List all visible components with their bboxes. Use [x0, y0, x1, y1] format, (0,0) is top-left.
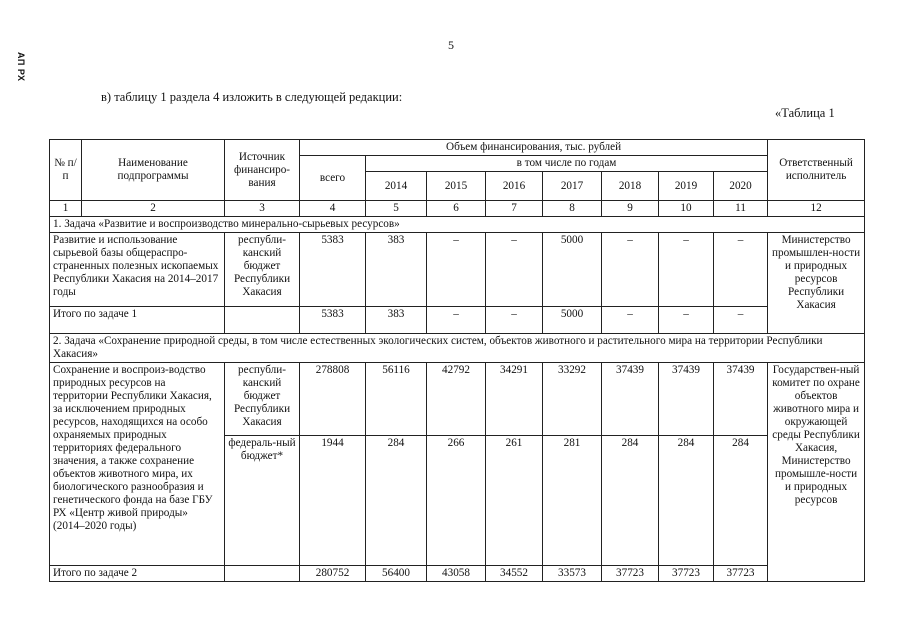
header-total: всего: [300, 156, 366, 201]
task2-source-federal: федераль-ный бюджет*: [225, 436, 300, 566]
total-cell: –: [427, 307, 486, 334]
task2-title: 2. Задача «Сохранение природной среды, в том числе естественных экологических систем, объектов животного и растительного мира на территории Республики Хакасия»: [50, 334, 865, 363]
col-number: 1: [50, 201, 82, 217]
value-cell: 284: [714, 436, 768, 566]
header-year: 2019: [659, 172, 714, 201]
total-cell: 43058: [427, 566, 486, 582]
value-cell: 33292: [543, 363, 602, 436]
total-cell: 37723: [714, 566, 768, 582]
total-cell: –: [659, 307, 714, 334]
total-cell: 383: [366, 307, 427, 334]
header-year: 2016: [486, 172, 543, 201]
task1-responsible: Министерство промышлен-ности и природных ресурсов Республики Хакасия: [768, 233, 865, 334]
total-cell: –: [714, 307, 768, 334]
header-volume: Объем финансирования, тыс. рублей: [300, 140, 768, 156]
value-cell: –: [714, 233, 768, 307]
intro-text: в) таблицу 1 раздела 4 изложить в следующей редакции:: [101, 90, 403, 104]
financing-table: [49, 139, 865, 582]
total-cell: 37723: [659, 566, 714, 582]
task1-source: республи-канский бюджет Республики Хакасия: [225, 233, 300, 307]
total-cell: 34552: [486, 566, 543, 582]
task1-subprogram-name: Развитие и использование сырьевой базы общераспро-страненных полезных ископаемых Республики Хакасия на 2014–2017 годы: [50, 233, 225, 307]
value-cell: 5000: [543, 233, 602, 307]
value-cell: –: [659, 233, 714, 307]
value-cell: 1944: [300, 436, 366, 566]
col-number: 12: [768, 201, 865, 217]
value-cell: 281: [543, 436, 602, 566]
task2-subprogram-name: Сохранение и воспроиз-водство природных ресурсов на территории Республики Хакасия, за исключением природных ресурсов, находящихся на особо охраняемых природных территориях федерального значения, а также сохранение объектов животного мира, их биологического разнообразия и генетического фонда на базе ГБУ РХ «Центр живой природы» (2014–2020 годы): [50, 363, 225, 566]
col-number: 7: [486, 201, 543, 217]
total-cell: 37723: [602, 566, 659, 582]
side-label: АП РХ: [16, 52, 26, 82]
value-cell: 5383: [300, 233, 366, 307]
col-number: 3: [225, 201, 300, 217]
header-year: 2017: [543, 172, 602, 201]
col-number: 8: [543, 201, 602, 217]
page-number: 5: [448, 38, 454, 52]
header-by-years: в том числе по годам: [366, 156, 768, 172]
value-cell: –: [486, 233, 543, 307]
header-source: Источник финансиро-вания: [225, 140, 300, 201]
col-number: 10: [659, 201, 714, 217]
total-cell: –: [486, 307, 543, 334]
task2-total-label: Итого по задаче 2: [50, 566, 225, 582]
value-cell: 261: [486, 436, 543, 566]
value-cell: 42792: [427, 363, 486, 436]
value-cell: 284: [366, 436, 427, 566]
value-cell: 284: [659, 436, 714, 566]
header-year: 2015: [427, 172, 486, 201]
value-cell: 284: [602, 436, 659, 566]
col-number: 9: [602, 201, 659, 217]
value-cell: 383: [366, 233, 427, 307]
value-cell: 37439: [602, 363, 659, 436]
value-cell: 34291: [486, 363, 543, 436]
task1-total-label: Итого по задаче 1: [50, 307, 225, 334]
col-number: 6: [427, 201, 486, 217]
table-caption: «Таблица 1: [775, 106, 835, 120]
header-responsible: Ответственный исполнитель: [768, 140, 865, 201]
task2-responsible: Государствен-ный комитет по охране объектов животного мира и окружающей среды Республики Хакасия, Министерство промышле-ности и природных ресурсов: [768, 363, 865, 582]
value-cell: –: [602, 233, 659, 307]
header-year: 2014: [366, 172, 427, 201]
header-year: 2018: [602, 172, 659, 201]
task1-title: 1. Задача «Развитие и воспроизводство минерально-сырьевых ресурсов»: [50, 217, 865, 233]
total-cell: 5383: [300, 307, 366, 334]
col-number: 4: [300, 201, 366, 217]
col-number: 2: [82, 201, 225, 217]
col-number: 11: [714, 201, 768, 217]
total-cell: 280752: [300, 566, 366, 582]
value-cell: 278808: [300, 363, 366, 436]
total-cell: –: [602, 307, 659, 334]
header-name: Наименование подпрограммы: [82, 140, 225, 201]
total-cell: 33573: [543, 566, 602, 582]
header-year: 2020: [714, 172, 768, 201]
col-number: 5: [366, 201, 427, 217]
value-cell: 266: [427, 436, 486, 566]
value-cell: –: [427, 233, 486, 307]
value-cell: 37439: [714, 363, 768, 436]
value-cell: 37439: [659, 363, 714, 436]
total-cell: 5000: [543, 307, 602, 334]
task2-source-regional: республи-канский бюджет Республики Хакасия: [225, 363, 300, 436]
total-cell: 56400: [366, 566, 427, 582]
header-num: № п/п: [50, 140, 82, 201]
value-cell: 56116: [366, 363, 427, 436]
